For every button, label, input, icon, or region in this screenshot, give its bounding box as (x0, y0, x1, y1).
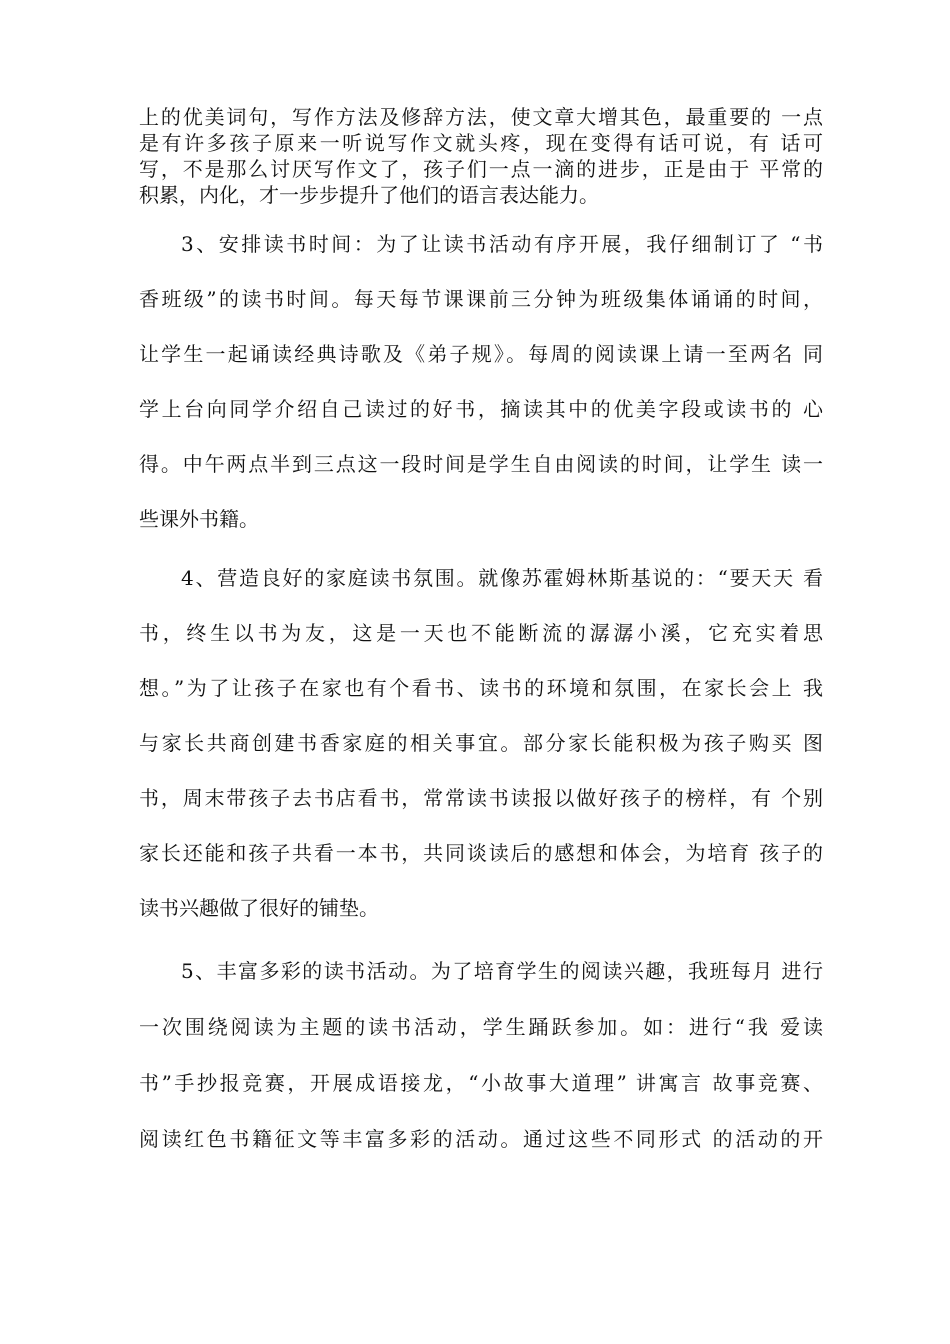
text-line: 积累，内化，才一步步提升了他们的语言表达能力。 (139, 183, 599, 207)
text-line: 想。”为了让孩子在家也有个看书、读书的环境和氛围，在家长会上 我 (139, 676, 823, 700)
text-line: 香班级”的读书时间。每天每节课课前三分钟为班级集体诵诵的时间， (139, 287, 823, 311)
text-line: 家长还能和孩子共看一本书，共同谈读后的感想和体会，为培育 孩子的 (139, 841, 823, 865)
text-line: 是有许多孩子原来一听说写作文就头疼，现在变得有话可说，有 话可 (139, 131, 823, 155)
text-line: 一次围绕阅读为主题的读书活动，学生踊跃参加。如：进行“我 爱读 (139, 1015, 823, 1039)
text-line: 让学生一起诵读经典诗歌及《弟子规》。每周的阅读课上请一至两名 同 (139, 342, 823, 366)
text-line: 书，周末带孩子去书店看书，常常读书读报以做好孩子的榜样，有 个别 (139, 786, 823, 810)
text-line: 写，不是那么讨厌写作文了，孩子们一点一滴的进步，正是由于 平常的 (139, 157, 823, 181)
text-line: 与家长共商创建书香家庭的相关事宜。部分家长能积极为孩子购买 图 (139, 731, 823, 755)
text-line: 上的优美词句，写作方法及修辞方法，使文章大增其色，最重要的 一点 (139, 105, 823, 129)
text-line: 书”手抄报竞赛，开展成语接龙，“小故事大道理” 讲寓言 故事竞赛、 (139, 1071, 823, 1095)
text-line: 得。中午两点半到三点这一段时间是学生自由阅读的时间，让学生 读一 (139, 452, 823, 476)
text-line: 学上台向同学介绍自己读过的好书，摘读其中的优美字段或读书的 心 (139, 397, 823, 421)
paragraph-3-first-line: 3、安排读书时间：为了让读书活动有序开展，我仔细制订了 “书 (181, 232, 823, 256)
text-line: 读书兴趣做了很好的铺垫。 (139, 896, 379, 920)
text-line: 些课外书籍。 (139, 507, 259, 531)
paragraph-5-first-line: 5、丰富多彩的读书活动。为了培育学生的阅读兴趣，我班每月 进行 (181, 959, 823, 983)
paragraph-4-first-line: 4、营造良好的家庭读书氛围。就像苏霍姆林斯基说的：“要天天 看 (181, 566, 823, 590)
text-line: 阅读红色书籍征文等丰富多彩的活动。通过这些不同形式 的活动的开 (139, 1127, 823, 1151)
text-line: 书，终生以书为友，这是一天也不能断流的潺潺小溪，它充实着思 (139, 621, 823, 645)
